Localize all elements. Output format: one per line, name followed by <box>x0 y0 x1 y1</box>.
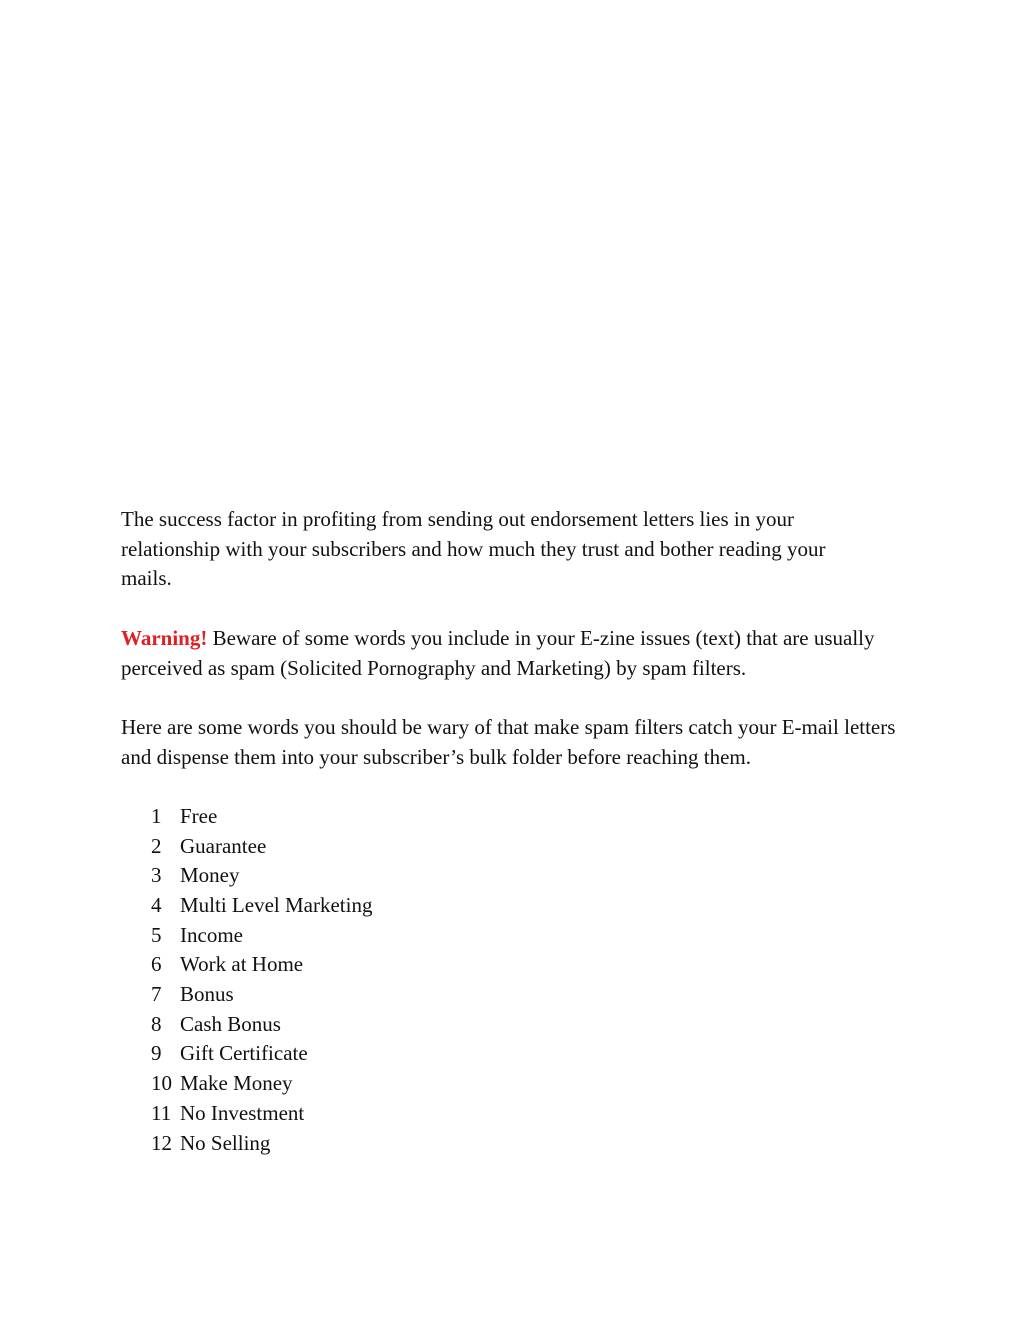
paragraph-spacer <box>121 594 921 624</box>
list-item-word: No Investment <box>180 1100 305 1125</box>
list-item-word: Guarantee <box>180 833 267 858</box>
list-item-word: Work at Home <box>180 952 304 977</box>
list-item-word: Income <box>180 922 243 947</box>
list-item-number: 4 <box>151 893 162 918</box>
list-item-word: Make Money <box>180 1071 293 1096</box>
list-intro-paragraph: Here are some words you should be wary of that make spam filters catch your E-mail letters and dispense them into your subscriber’s bulk folder before reaching them. <box>121 714 896 769</box>
document-body <box>121 505 921 1158</box>
warning-text: Beware of some words you include in your E-zine issues (text) that are usually perceived as spam (Solicited Pornography and Marketing) by spam filters. <box>121 625 875 680</box>
warning-paragraph <box>121 624 896 683</box>
list-item <box>121 1069 921 1099</box>
list-item-number: 11 <box>151 1100 172 1125</box>
list-item-number: 10 <box>151 1071 172 1096</box>
list-item-number: 12 <box>151 1130 172 1155</box>
list-item-number: 7 <box>151 982 162 1007</box>
list-item-word: Money <box>180 863 240 888</box>
list-item-number: 9 <box>151 1041 162 1066</box>
list-item-number: 6 <box>151 952 162 977</box>
list-item <box>121 950 921 980</box>
list-item <box>121 1010 921 1040</box>
list-item-word: Free <box>180 803 218 828</box>
list-item <box>121 832 921 862</box>
list-item <box>121 1039 921 1069</box>
list-item <box>121 1099 921 1129</box>
list-item-number: 2 <box>151 833 162 858</box>
spam-word-list <box>121 802 921 1158</box>
intro-paragraph: The success factor in profiting from sending out endorsement letters lies in your relationship with your subscribers and how much they trust and bother reading your mails. <box>121 507 826 591</box>
list-item <box>121 1129 921 1159</box>
list-item-number: 1 <box>151 803 162 828</box>
list-item-number: 8 <box>151 1011 162 1036</box>
paragraph-spacer <box>121 683 921 713</box>
list-item <box>121 861 921 891</box>
warning-label: Warning! <box>121 625 208 650</box>
list-item-number: 5 <box>151 922 162 947</box>
list-item-word: Cash Bonus <box>180 1011 281 1036</box>
list-item <box>121 980 921 1010</box>
list-item <box>121 921 921 951</box>
list-item <box>121 802 921 832</box>
list-item-word: Gift Certificate <box>180 1041 308 1066</box>
paragraph-spacer <box>121 772 921 802</box>
list-item-word: Multi Level Marketing <box>180 893 373 918</box>
list-item <box>121 891 921 921</box>
list-item-number: 3 <box>151 863 162 888</box>
list-item-word: No Selling <box>180 1130 271 1155</box>
list-item-word: Bonus <box>180 982 234 1007</box>
